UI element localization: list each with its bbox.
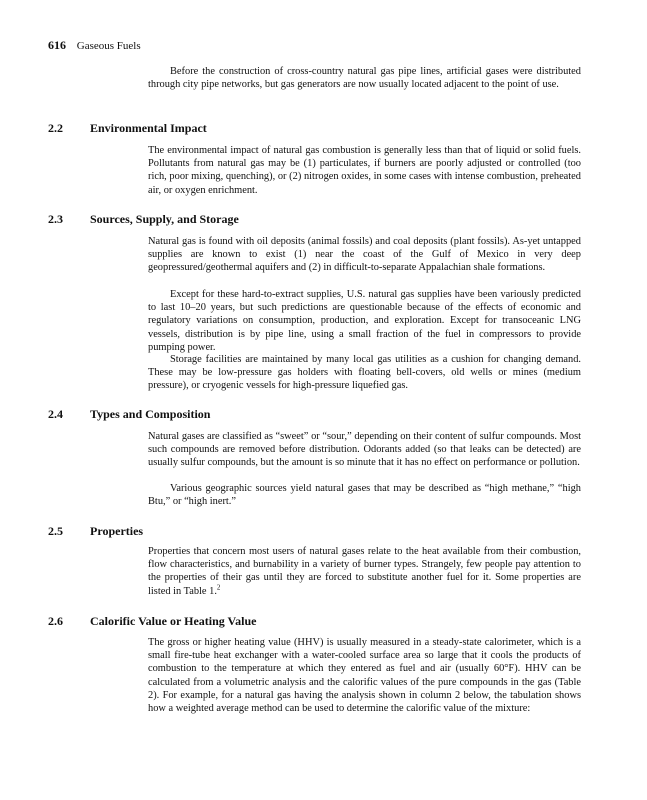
intro-paragraph: Before the construction of cross-country natural gas pipe lines, artificial gases were distributed through city pipe networks, but gas generators are now usually located adjacent to the point of use. xyxy=(148,66,581,91)
paragraph xyxy=(148,545,581,598)
section-number: 2.4 xyxy=(48,407,63,421)
section-heading-2-6 xyxy=(48,614,256,629)
paragraph: Various geographic sources yield natural gases that may be described as “high methane,” “high Btu,” or “high inert.” xyxy=(148,483,581,508)
running-head xyxy=(48,38,141,53)
paragraph: Natural gases are classified as “sweet” or “sour,” depending on their content of sulfur compounds. Most such compounds are removed before distribution. Odorants added (so that leaks can be detected) are usually sulfur compounds, but the amount is so minute that it has no effect on performance or pollution. xyxy=(148,431,581,469)
section-heading-2-4 xyxy=(48,407,210,422)
section-title: Sources, Supply, and Storage xyxy=(90,212,239,226)
paragraph: The environmental impact of natural gas combustion is generally less than that of liquid or solid fuels. Pollutants from natural gas may be (1) particulates, if burners are poorly adjusted or controlled (too rich, poor mixing, quenching), or (2) nitrogen oxides, in some cases with intense combustion, preheated air, or oxygen enrichment. xyxy=(148,145,581,196)
paragraph: Storage facilities are maintained by many local gas utilities as a cushion for changing demand. These may be low-pressure gas holders with floating bell-covers, old wells or mines (medium pressure), or cryogenic vessels for high-pressure liquefied gas. xyxy=(148,354,581,392)
paragraph: Natural gas is found with oil deposits (animal fossils) and coal deposits (plant fossils). As-yet untapped supplies are known to exist (1) near the coast of the Gulf of Mexico in very deep geopressured/geothermal aquifers and (2) in difficult-to-separate Appalachian shale formations. xyxy=(148,236,581,274)
section-heading-2-3 xyxy=(48,212,239,227)
section-title: Properties xyxy=(90,524,144,538)
section-number: 2.3 xyxy=(48,212,63,226)
section-number: 2.2 xyxy=(48,121,63,135)
section-heading-2-2 xyxy=(48,121,207,136)
page-number: 616 xyxy=(48,38,66,52)
footnote-ref: 2 xyxy=(216,583,221,592)
section-number: 2.6 xyxy=(48,614,63,628)
running-title: Gaseous Fuels xyxy=(76,40,141,52)
section-title: Types and Composition xyxy=(90,407,211,421)
section-title: Environmental Impact xyxy=(90,121,207,135)
paragraph-text: Properties that concern most users of natural gases relate to the heat available from their combustion, flow characteristics, and burnability in a variety of burner types. Strangely, few people pay attention to the properties of their gas until they are forced to substitute another fuel for it. Some properties are listed in Table 1. xyxy=(148,546,581,597)
section-heading-2-5 xyxy=(48,524,143,539)
paragraph: Except for these hard-to-extract supplies, U.S. natural gas supplies have been variously predicted to last 10–20 years, but such predictions are questionable because of the effects of economic and regulatory variations on consumption, production, and exploration. Except for transoceanic LNG vessels, distribution is by pipe line, using a small fraction of the fuel in compressors to provide pumping power. xyxy=(148,289,581,353)
paragraph: The gross or higher heating value (HHV) is usually measured in a steady-state calorimeter, which is a small fire-tube heat exchanger with a water-cooled surface area so large that it cools the products of combustion to the temperature at which they entered as fuel and air (usually 60°F). HHV can be calculated from a volumetric analysis and the calorific values of the pure compounds in the gas (Table 2). For example, for a natural gas having the analysis shown in column 2 below, the tabulation shows how a weighted average method can be used to determine the calorific value of the mixture: xyxy=(148,637,581,715)
section-title: Calorific Value or Heating Value xyxy=(90,614,257,628)
section-number: 2.5 xyxy=(48,524,63,538)
